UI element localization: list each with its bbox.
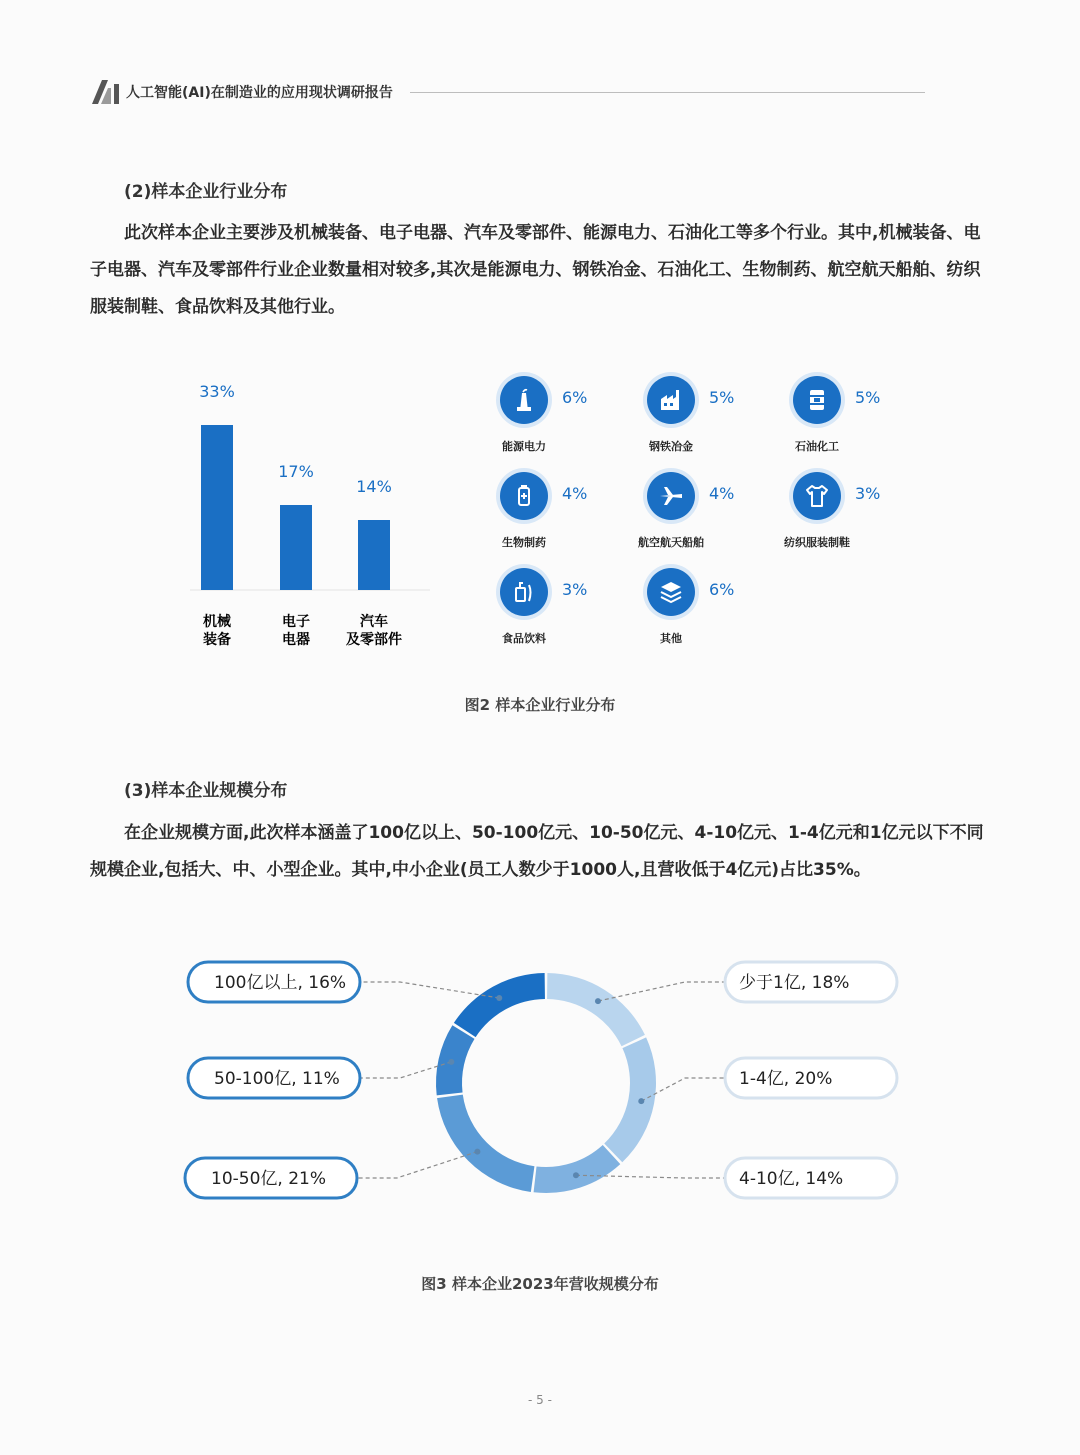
header-title: 人工智能(AI)在制造业的应用现状调研报告 — [126, 85, 393, 101]
section-2-heading: (2)样本企业行业分布 — [124, 182, 288, 202]
callout-leader-line — [357, 1152, 477, 1178]
figure-2-caption: 图2 样本企业行业分布 — [464, 696, 616, 714]
report-logo-icon — [92, 80, 120, 104]
donut-slice — [454, 973, 545, 1037]
revenue-donut-chart — [180, 940, 920, 1230]
callout-dot — [496, 995, 502, 1001]
bar-category-label: 电子 — [282, 614, 310, 630]
callout-leader-line — [360, 982, 499, 998]
industry-percent: 3% — [562, 580, 588, 599]
bar-value-label: 33% — [199, 382, 235, 401]
industry-name: 石油化工 — [795, 440, 839, 453]
donut-slice — [437, 1095, 534, 1192]
medicine-icon — [500, 472, 548, 520]
section-3-paragraph: 在企业规模方面,此次样本涵盖了100亿以上、50-100亿元、10-50亿元、4-10亿元、1-4亿元和1亿元以下不同规模企业,包括大、中、小型企业。其中,中小企业(员工人数少于1000人,且营收低于4亿元)占比35%。 — [90, 823, 984, 880]
section-3-heading: (3)样本企业规模分布 — [124, 781, 288, 801]
slice-label: 10-50亿, 21% — [211, 1169, 326, 1189]
donut-slice — [547, 973, 645, 1046]
bar-value-label: 14% — [356, 477, 392, 496]
industry-item — [638, 472, 787, 552]
slice-label: 4-10亿, 14% — [739, 1169, 844, 1189]
factory-icon — [647, 376, 695, 424]
industry-percent: 6% — [709, 580, 735, 599]
industry-item — [647, 376, 787, 456]
bar-category-label: 装备 — [203, 632, 231, 648]
shirt-icon — [793, 472, 841, 520]
industry-item — [500, 472, 640, 552]
bar-value-label: 17% — [278, 462, 314, 481]
donut-slice — [436, 1025, 475, 1095]
slice-label: 1-4亿, 20% — [739, 1069, 833, 1089]
bar-category-label: 机械 — [203, 614, 231, 630]
bar — [280, 505, 312, 590]
industry-percent: 3% — [855, 484, 881, 503]
callout-leader-line — [598, 982, 725, 1001]
industry-name: 食品饮料 — [502, 632, 546, 645]
callout-dot — [474, 1149, 480, 1155]
industry-item — [500, 376, 640, 456]
bar-category-label: 汽车 — [360, 614, 388, 630]
slice-label: 少于1亿, 18% — [739, 973, 850, 993]
donut-slice — [534, 1145, 621, 1193]
bar-category-label: 电器 — [282, 632, 310, 648]
industry-percent: 5% — [709, 388, 735, 407]
industry-name: 生物制药 — [502, 536, 546, 549]
industry-item — [500, 568, 640, 648]
industry-percent: 4% — [709, 484, 735, 503]
slice-label: 100亿以上, 16% — [214, 973, 347, 993]
industry-percent: 4% — [562, 484, 588, 503]
callout-dot — [638, 1098, 644, 1104]
header-divider — [410, 92, 925, 93]
industry-item — [784, 472, 933, 552]
airplane-icon — [647, 472, 695, 520]
oil-barrel-icon — [793, 376, 841, 424]
callout-dot — [448, 1059, 454, 1065]
bar-category-label: 及零部件 — [346, 632, 402, 648]
slice-label: 50-100亿, 11% — [214, 1069, 340, 1089]
drink-icon — [500, 568, 548, 616]
industry-name: 能源电力 — [502, 440, 546, 453]
industry-item — [647, 568, 787, 648]
industry-name: 纺织服装制鞋 — [784, 536, 850, 549]
industry-name: 航空航天船舶 — [638, 536, 704, 549]
page-number: - 5 - — [528, 1393, 552, 1407]
power-plant-icon — [500, 376, 548, 424]
industry-item — [793, 376, 933, 456]
industry-percent: 5% — [855, 388, 881, 407]
section-2-paragraph: 此次样本企业主要涉及机械装备、电子电器、汽车及零部件、能源电力、石油化工等多个行业。其中,机械装备、电子电器、汽车及零部件行业企业数量相对较多,其次是能源电力、钢铁冶金、石油化工、生物制药、航空航天船舶、纺织服装制鞋、食品饮料及其他行业。 — [90, 223, 981, 317]
bar — [201, 425, 233, 590]
industry-name: 钢铁冶金 — [649, 440, 693, 453]
layers-icon — [647, 568, 695, 616]
bar — [358, 520, 390, 590]
industry-bar-chart — [180, 360, 440, 660]
callout-dot — [573, 1172, 579, 1178]
donut-slice — [604, 1037, 656, 1162]
callout-dot — [595, 998, 601, 1004]
industry-percent: 6% — [562, 388, 588, 407]
industry-name: 其他 — [660, 632, 682, 645]
figure-3-caption: 图3 样本企业2023年营收规模分布 — [421, 1275, 659, 1293]
